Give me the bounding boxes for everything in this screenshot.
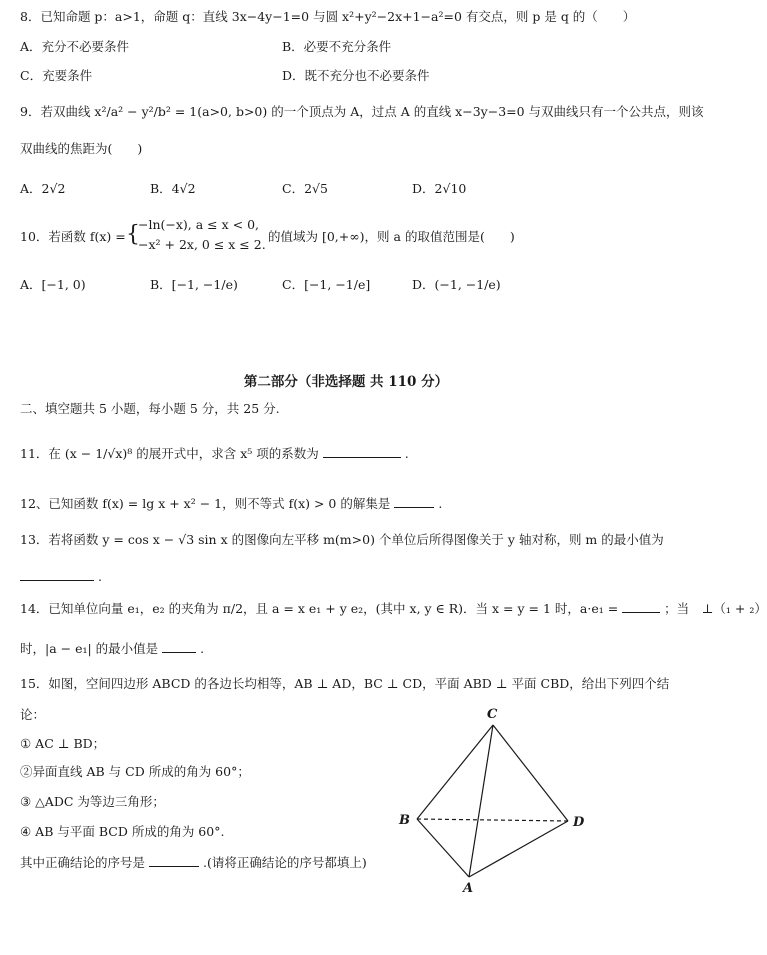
q10-option-d: D．(−1, −1/e) [412, 277, 501, 292]
tetrahedron-figure [385, 705, 595, 895]
q13-stem: 13．若将函数 y = cos x − √3 sin x 的图像向左平移 m(m>0) 个单位后所得图像关于 y 轴对称，则 m 的最小值为 [20, 532, 664, 547]
edge-ba [417, 819, 469, 877]
q14-stem-line2-text: 时，|a − e₁| 的最小值是 [20, 641, 159, 656]
q15-answer-blank[interactable] [149, 852, 199, 867]
section-intro: 二、填空题共 5 小题，每小题 5 分，共 25 分. [20, 401, 280, 416]
q11-stem-text: 11．在 (x − 1/√x)⁸ 的展开式中，求含 x⁵ 项的系数为 [20, 446, 319, 461]
q9-option-d: D．2√10 [412, 181, 467, 196]
q9-option-c: C．2√5 [282, 181, 328, 196]
q15-stem-line1: 15．如图，空间四边形 ABCD 的各边长均相等，AB ⊥ AD，BC ⊥ CD，平面 ABD ⊥ 平面 CBD，给出下列四个结 [20, 676, 670, 691]
q10-case1: −ln(−x), a ≤ x < 0, [138, 217, 260, 232]
q8-option-b: B．必要不充分条件 [282, 39, 392, 54]
edge-bd-hidden [417, 819, 568, 821]
q14-answer-blank-1[interactable] [622, 598, 660, 613]
vertex-label-b: B [399, 813, 410, 828]
q15-stem-line2: 论： [20, 707, 46, 722]
q8-option-c: C．充要条件 [20, 68, 93, 83]
q12-stem-text: 12、已知函数 f(x) = lg x + x² − 1，则不等式 f(x) > 0 的解集是 [20, 496, 391, 511]
q8-option-a: A．充分不必要条件 [20, 39, 130, 54]
q10-option-b: B．[−1, −1/e) [150, 277, 238, 292]
vertex-label-a: A [463, 881, 474, 896]
q15-conclusion-1: ① AC ⊥ BD； [20, 736, 106, 751]
edge-cd [493, 725, 568, 821]
q13-answer-blank[interactable] [20, 566, 94, 581]
vertex-label-d: D [573, 815, 585, 830]
q10-option-a: A．[−1, 0) [20, 277, 86, 292]
q12-answer-blank[interactable] [394, 493, 434, 508]
q9-stem-line2: 双曲线的焦距为( ) [20, 141, 143, 156]
q13-answer-line [20, 566, 102, 586]
q14-answer-blank-2[interactable] [162, 638, 196, 653]
q12-stem [20, 493, 442, 513]
q15-conclusion-2: ②异面直线 AB 与 CD 所成的角为 60°； [20, 764, 250, 779]
q8-stem: 8．已知命题 p：a>1，命题 q：直线 3x−4y−1=0 与圆 x²+y²−2x+1−a²=0 有交点，则 p 是 q 的（ ） [20, 9, 636, 24]
q10-stem-head: 10．若函数 f(x) = [20, 229, 126, 244]
q13-stem-tail: . [97, 569, 102, 584]
q9-option-a: A．2√2 [20, 181, 66, 196]
q10-case2: −x² + 2x, 0 ≤ x ≤ 2. [138, 237, 266, 252]
edge-ca [469, 725, 493, 877]
q14-stem-text: 14．已知单位向量 e₁，e₂ 的夹角为 π/2，且 a = x e₁ + y e₂，(其中 x, y ∈ R)．当 x = y = 1 时，a·e₁ = [20, 601, 619, 616]
q9-option-b: B．4√2 [150, 181, 196, 196]
q11-answer-blank[interactable] [323, 443, 401, 458]
q15-ask-text: 其中正确结论的序号是 [20, 855, 146, 870]
q15-conclusion-4: ④ AB 与平面 BCD 所成的角为 60°. [20, 824, 225, 839]
q14-stem-line1 [20, 598, 767, 618]
q14-stem-line1-tail: ；当 ⊥（₁ + ₂） [664, 601, 767, 616]
q14-stem-line2 [20, 638, 204, 658]
q10-stem-tail: 的值域为 [0,+∞)，则 a 的取值范围是( ) [268, 229, 515, 244]
q15-ask [20, 852, 367, 872]
q10-brace: { [126, 222, 140, 247]
q15-conclusion-3: ③ △ADC 为等边三角形； [20, 794, 165, 809]
edge-cb [417, 725, 493, 819]
q12-stem-tail: . [438, 496, 443, 511]
vertex-label-c: C [487, 707, 498, 722]
q14-stem-line2-tail: . [200, 641, 205, 656]
q11-stem [20, 443, 409, 463]
q8-option-d: D．既不充分也不必要条件 [282, 68, 430, 83]
q10-option-c: C．[−1, −1/e] [282, 277, 371, 292]
q15-ask-tail: .(请将正确结论的序号都填上) [202, 855, 367, 870]
q11-stem-tail: . [404, 446, 409, 461]
section-title: 第二部分（非选择题 共 110 分） [243, 374, 449, 390]
q9-stem-line1: 9．若双曲线 x²/a² − y²/b² = 1(a>0, b>0) 的一个顶点为 A，过点 A 的直线 x−3y−3=0 与双曲线只有一个公共点，则该 [20, 104, 704, 119]
edge-da [469, 821, 568, 877]
